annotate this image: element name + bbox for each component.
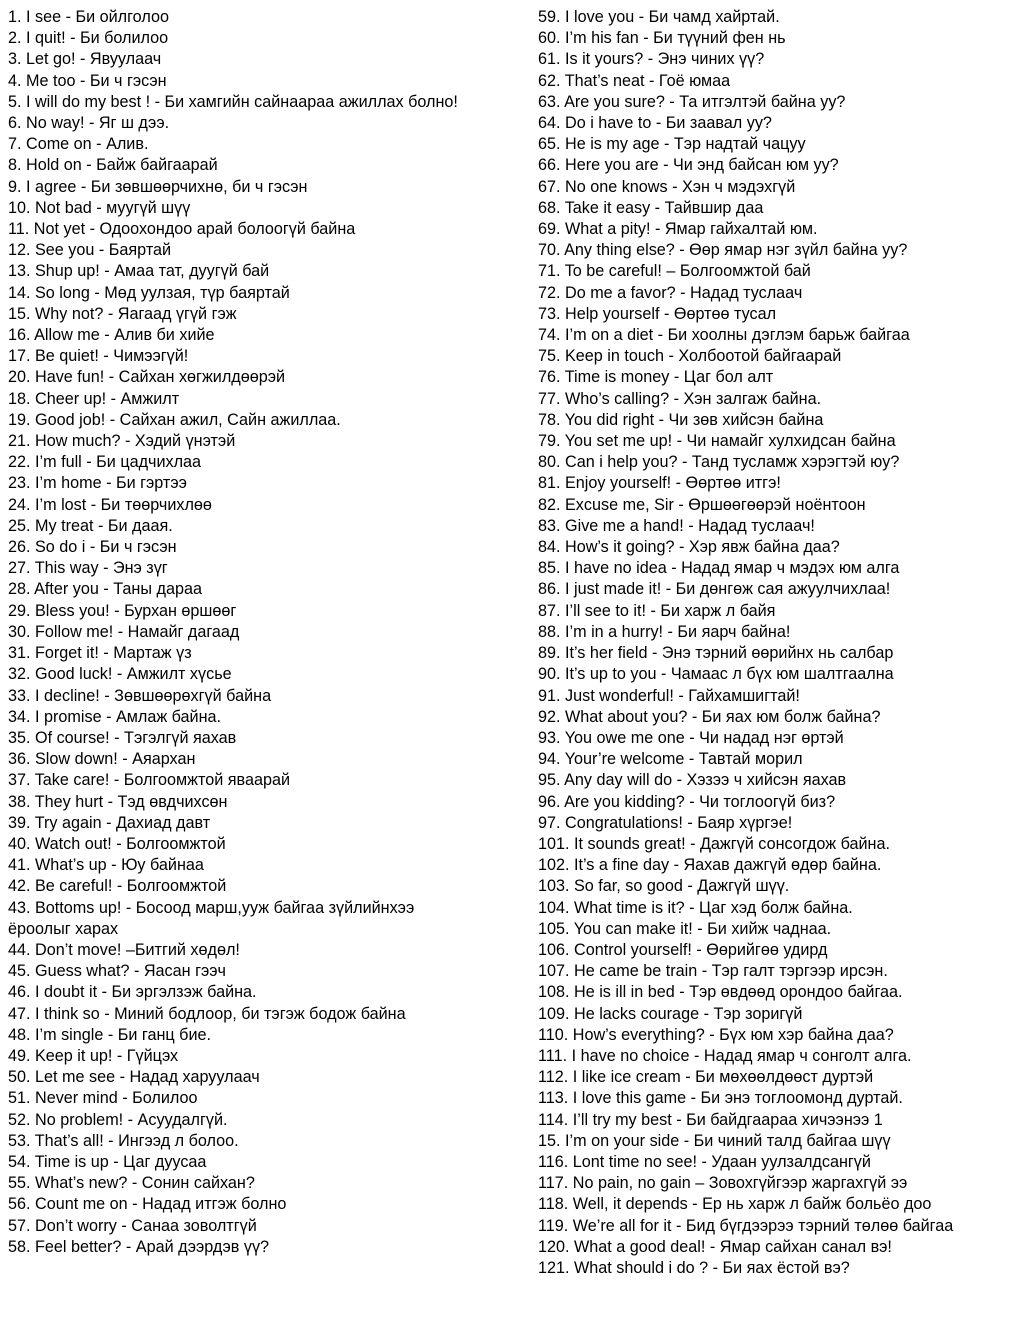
right-phrase-column bbox=[538, 7, 1022, 1279]
phrase-line: 43. Bottoms up! - Босоод марш,ууж байгаа зүйлийнхээ ёроолыг харах bbox=[8, 898, 415, 938]
phrase-line: 83. Give me a hand! - Надад туслаач! bbox=[538, 516, 815, 535]
phrase-line: 23. I’m home - Би гэртээ bbox=[8, 474, 187, 493]
phrase-line: 30. Follow me! - Намайг дагаад bbox=[8, 622, 240, 641]
phrase-line: 73. Help yourself - Өөртөө тусал bbox=[538, 304, 777, 323]
phrase-line: 82. Excuse me, Sir - Өршөөгөөрэй ноёнтоон bbox=[538, 495, 866, 514]
phrase-line: 97. Congratulations! - Баяр хүргэе! bbox=[538, 813, 793, 832]
phrase-line: 6. No way! - Яг ш дээ. bbox=[8, 114, 170, 133]
phrase-line: 94. Your’re welcome - Тавтай морил bbox=[538, 750, 803, 769]
phrase-line: 15. Why not? - Яагаад үгүй гэж bbox=[8, 304, 237, 323]
phrase-line: 28. After you - Таны дараа bbox=[8, 580, 202, 599]
phrase-line: 25. My treat - Би даая. bbox=[8, 516, 173, 535]
phrase-line: 121. What should i do ? - Би яах ёстой вэ? bbox=[538, 1258, 850, 1277]
phrase-line: 38. They hurt - Тэд өвдчихсөн bbox=[8, 792, 228, 811]
phrase-line: 39. Try again - Дахиад давт bbox=[8, 813, 211, 832]
phrase-line: 108. He is ill in bed - Тэр өвдөөд орондоо байгаа. bbox=[538, 983, 903, 1002]
phrase-line: 103. So far, so good - Дажгүй шүү. bbox=[538, 877, 790, 896]
phrase-line: 2. I quit! - Би болилоо bbox=[8, 29, 169, 48]
phrase-line: 58. Feel better? - Арай дээрдэв үү? bbox=[8, 1237, 270, 1256]
phrase-line: 112. I like ice cream - Би мөхөөлдөөст дуртэй bbox=[538, 1068, 874, 1087]
phrase-line: 3. Let go! - Явуулаач bbox=[8, 50, 162, 69]
phrase-line: 36. Slow down! - Аяархан bbox=[8, 750, 196, 769]
phrase-line: 68. Take it easy - Тайвшир даа bbox=[538, 198, 764, 217]
phrase-line: 116. Lont time no see! - Удаан уулзалдсангүй bbox=[538, 1152, 871, 1171]
phrase-line: 78. You did right - Чи зөв хийсэн байна bbox=[538, 410, 824, 429]
phrase-line: 7. Come on - Алив. bbox=[8, 135, 149, 154]
phrase-line: 52. No problem! - Асуудалгүй. bbox=[8, 1110, 228, 1129]
phrase-line: 24. I’m lost - Би төөрчихлөө bbox=[8, 495, 212, 514]
phrase-line: 88. I’m in a hurry! - Би яарч байна! bbox=[538, 622, 791, 641]
phrase-line: 40. Watch out! - Болгоомжтой bbox=[8, 834, 226, 853]
phrase-line: 14. So long - Мөд уулзая, түр баяртай bbox=[8, 283, 290, 302]
phrase-line: 48. I’m single - Би ганц бие. bbox=[8, 1025, 211, 1044]
phrase-line: 65. He is my age - Тэр надтай чацуу bbox=[538, 135, 806, 154]
phrase-line: 44. Don’t move! –Битгий хөдөл! bbox=[8, 940, 240, 959]
phrase-line: 80. Can i help you? - Танд тусламж хэрэгтэй юу? bbox=[538, 453, 900, 472]
phrase-line: 71. To be careful! – Болгоомжтой бай bbox=[538, 262, 811, 281]
phrase-line: 8. Hold on - Байж байгаарай bbox=[8, 156, 218, 175]
phrase-line: 42. Be careful! - Болгоомжтой bbox=[8, 877, 227, 896]
phrase-line: 117. No pain, no gain – Зовохгүйгээр жаргахгүй ээ bbox=[538, 1174, 908, 1193]
phrase-line: 5. I will do my best ! - Би хамгийн сайнаараа ажиллах болно! bbox=[8, 92, 458, 111]
phrase-line: 111. I have no choice - Надад ямар ч сонголт алга. bbox=[538, 1046, 912, 1065]
phrase-line: 22. I’m full - Би цадчихлаа bbox=[8, 453, 202, 472]
phrase-line: 47. I think so - Миний бодлоор, би тэгэж бодож байна bbox=[8, 1004, 406, 1023]
phrase-line: 110. How’s everything? - Бүх юм хэр байна даа? bbox=[538, 1025, 894, 1044]
phrase-line: 34. I promise - Амлаж байна. bbox=[8, 707, 222, 726]
phrase-line: 62. That’s neat - Гоё юмаа bbox=[538, 71, 731, 90]
phrase-line: 16. Allow me - Алив би хийе bbox=[8, 326, 215, 345]
phrase-line: 91. Just wonderful! - Гайхамшигтай! bbox=[538, 686, 800, 705]
phrase-line: 79. You set me up! - Чи намайг хулхидсан байна bbox=[538, 432, 896, 451]
phrase-line: 119. We’re all for it - Бид бүгдээрээ тэрний төлөө байгаа bbox=[538, 1216, 954, 1235]
phrase-line: 11. Not yet - Одоохондоо арай болоогүй байна bbox=[8, 220, 356, 239]
phrase-line: 61. Is it yours? - Энэ чиних үү? bbox=[538, 50, 765, 69]
phrase-line: 51. Never mind - Болилоо bbox=[8, 1089, 198, 1108]
phrase-line: 32. Good luck! - Амжилт хүсье bbox=[8, 665, 232, 684]
phrase-line: 19. Good job! - Сайхан ажил, Сайн ажиллаа. bbox=[8, 410, 341, 429]
phrase-line: 114. I’ll try my best - Би байдгаараа хичээнээ 1 bbox=[538, 1110, 883, 1129]
phrase-line: 81. Enjoy yourself! - Өөртөө итгэ! bbox=[538, 474, 781, 493]
phrase-line: 105. You can make it! - Би хийж чаднаа. bbox=[538, 919, 832, 938]
phrase-line: 63. Are you sure? - Та итгэлтэй байна уу? bbox=[538, 92, 846, 111]
phrase-line: 86. I just made it! - Би дөнгөж сая ажуулчихлаа! bbox=[538, 580, 891, 599]
phrase-line: 45. Guess what? - Яасан гээч bbox=[8, 962, 226, 981]
phrase-line: 77. Who’s calling? - Хэн залгаж байна. bbox=[538, 389, 822, 408]
phrase-line: 69. What a pity! - Ямар гайхалтай юм. bbox=[538, 220, 818, 239]
phrase-line: 107. He came be train - Тэр галт тэргээр ирсэн. bbox=[538, 962, 888, 981]
phrase-line: 57. Don’t worry - Санаа зоволтгүй bbox=[8, 1216, 257, 1235]
phrase-line: 84. How’s it going? - Хэр явж байна даа? bbox=[538, 538, 840, 557]
phrase-line: 37. Take care! - Болгоомжтой яваарай bbox=[8, 771, 291, 790]
phrase-line: 33. I decline! - Зөвшөөрөхгүй байна bbox=[8, 686, 272, 705]
phrase-line: 70. Any thing else? - Өөр ямар нэг зүйл байна уу? bbox=[538, 241, 908, 260]
phrase-line: 67. No one knows - Хэн ч мэдэхгүй bbox=[538, 177, 796, 196]
phrase-line: 72. Do me a favor? - Надад туслаач bbox=[538, 283, 803, 302]
phrase-line: 20. Have fun! - Сайхан хөгжилдөөрэй bbox=[8, 368, 286, 387]
phrase-line: 54. Time is up - Цаг дуусаа bbox=[8, 1152, 207, 1171]
phrase-line: 9. I agree - Би зөвшөөрчихнө, би ч гэсэн bbox=[8, 177, 308, 196]
phrase-line: 12. See you - Баяртай bbox=[8, 241, 172, 260]
phrase-line: 93. You owe me one - Чи надад нэг өртэй bbox=[538, 728, 844, 747]
phrase-line: 31. Forget it! - Мартаж үз bbox=[8, 644, 192, 663]
phrase-line: 41. What’s up - Юу байнаа bbox=[8, 856, 204, 875]
phrase-line: 106. Control yourself! - Өөрийгөө удирд bbox=[538, 940, 828, 959]
phrase-line: 60. I’m his fan - Би түүний фен нь bbox=[538, 29, 786, 48]
phrase-line: 15. I’m on your side - Би чиний талд байгаа шүү bbox=[538, 1131, 891, 1150]
phrase-line: 29. Bless you! - Бурхан өршөөг bbox=[8, 601, 237, 620]
phrase-line: 59. I love you - Би чамд хайртай. bbox=[538, 8, 780, 26]
phrase-line: 120. What a good deal! - Ямар сайхан санал вэ! bbox=[538, 1237, 892, 1256]
phrase-line: 4. Me too - Би ч гэсэн bbox=[8, 71, 167, 90]
phrase-line: 102. It’s a fine day - Яахав дажгүй өдөр байна. bbox=[538, 856, 882, 875]
phrase-line: 74. I’m on a diet - Би хоолны дэглэм барьж байгаа bbox=[538, 326, 910, 345]
phrase-line: 75. Keep in touch - Холбоотой байгаарай bbox=[538, 347, 842, 366]
phrase-line: 35. Of course! - Тэгэлгүй яахав bbox=[8, 728, 237, 747]
phrase-line: 27. This way - Энэ зүг bbox=[8, 559, 168, 578]
phrase-line: 85. I have no idea - Надад ямар ч мэдэх юм алга bbox=[538, 559, 900, 578]
phrase-line: 96. Are you kidding? - Чи тоглоогүй биз? bbox=[538, 792, 836, 811]
phrase-line: 118. Well, it depends - Ер нь харж л байж больёо доо bbox=[538, 1195, 932, 1214]
phrase-line: 95. Any day will do - Хэзээ ч хийсэн яахав bbox=[538, 771, 847, 790]
phrase-line: 66. Here you are - Чи энд байсан юм уу? bbox=[538, 156, 839, 175]
phrase-line: 87. I’ll see to it! - Би харж л байя bbox=[538, 601, 776, 620]
phrase-line: 1. I see - Би ойлголоо bbox=[8, 8, 169, 26]
phrase-line: 53. That’s all! - Ингээд л болоо. bbox=[8, 1131, 239, 1150]
phrase-line: 17. Be quiet! - Чимээгүй! bbox=[8, 347, 189, 366]
phrase-line: 13. Shup up! - Амаа тат, дуугүй бай bbox=[8, 262, 270, 281]
phrase-line: 104. What time is it? - Цаг хэд болж байна. bbox=[538, 898, 853, 917]
phrase-line: 21. How much? - Хэдий үнэтэй bbox=[8, 432, 236, 451]
phrase-line: 101. It sounds great! - Дажгүй сонсогдож байна. bbox=[538, 834, 890, 853]
phrase-line: 113. I love this game - Би энэ тоглоомонд дуртай. bbox=[538, 1089, 903, 1108]
phrase-line: 56. Count me on - Надад итгэж болно bbox=[8, 1195, 287, 1214]
phrase-line: 46. I doubt it - Би эргэлзэж байна. bbox=[8, 983, 257, 1002]
phrase-line: 92. What about you? - Би яах юм болж байна? bbox=[538, 707, 881, 726]
phrase-line: 76. Time is money - Цаг бол алт bbox=[538, 368, 774, 387]
phrase-line: 64. Do i have to - Би заавал уу? bbox=[538, 114, 772, 133]
phrase-line: 26. So do i - Би ч гэсэн bbox=[8, 538, 177, 557]
phrase-line: 90. It’s up to you - Чамаас л бүх юм шалтгаална bbox=[538, 665, 894, 684]
phrase-line: 18. Cheer up! - Амжилт bbox=[8, 389, 180, 408]
left-phrase-column bbox=[8, 7, 468, 1258]
phrase-line: 89. It’s her field - Энэ тэрний өөрийнх нь салбар bbox=[538, 644, 894, 663]
phrase-line: 109. He lacks courage - Тэр зоригүй bbox=[538, 1004, 803, 1023]
phrase-line: 55. What’s new? - Сонин сайхан? bbox=[8, 1174, 255, 1193]
phrase-line: 50. Let me see - Надад харуулаач bbox=[8, 1068, 260, 1087]
phrase-line: 10. Not bad - муугүй шүү bbox=[8, 198, 191, 217]
phrase-line: 49. Keep it up! - Гүйцэх bbox=[8, 1046, 179, 1065]
